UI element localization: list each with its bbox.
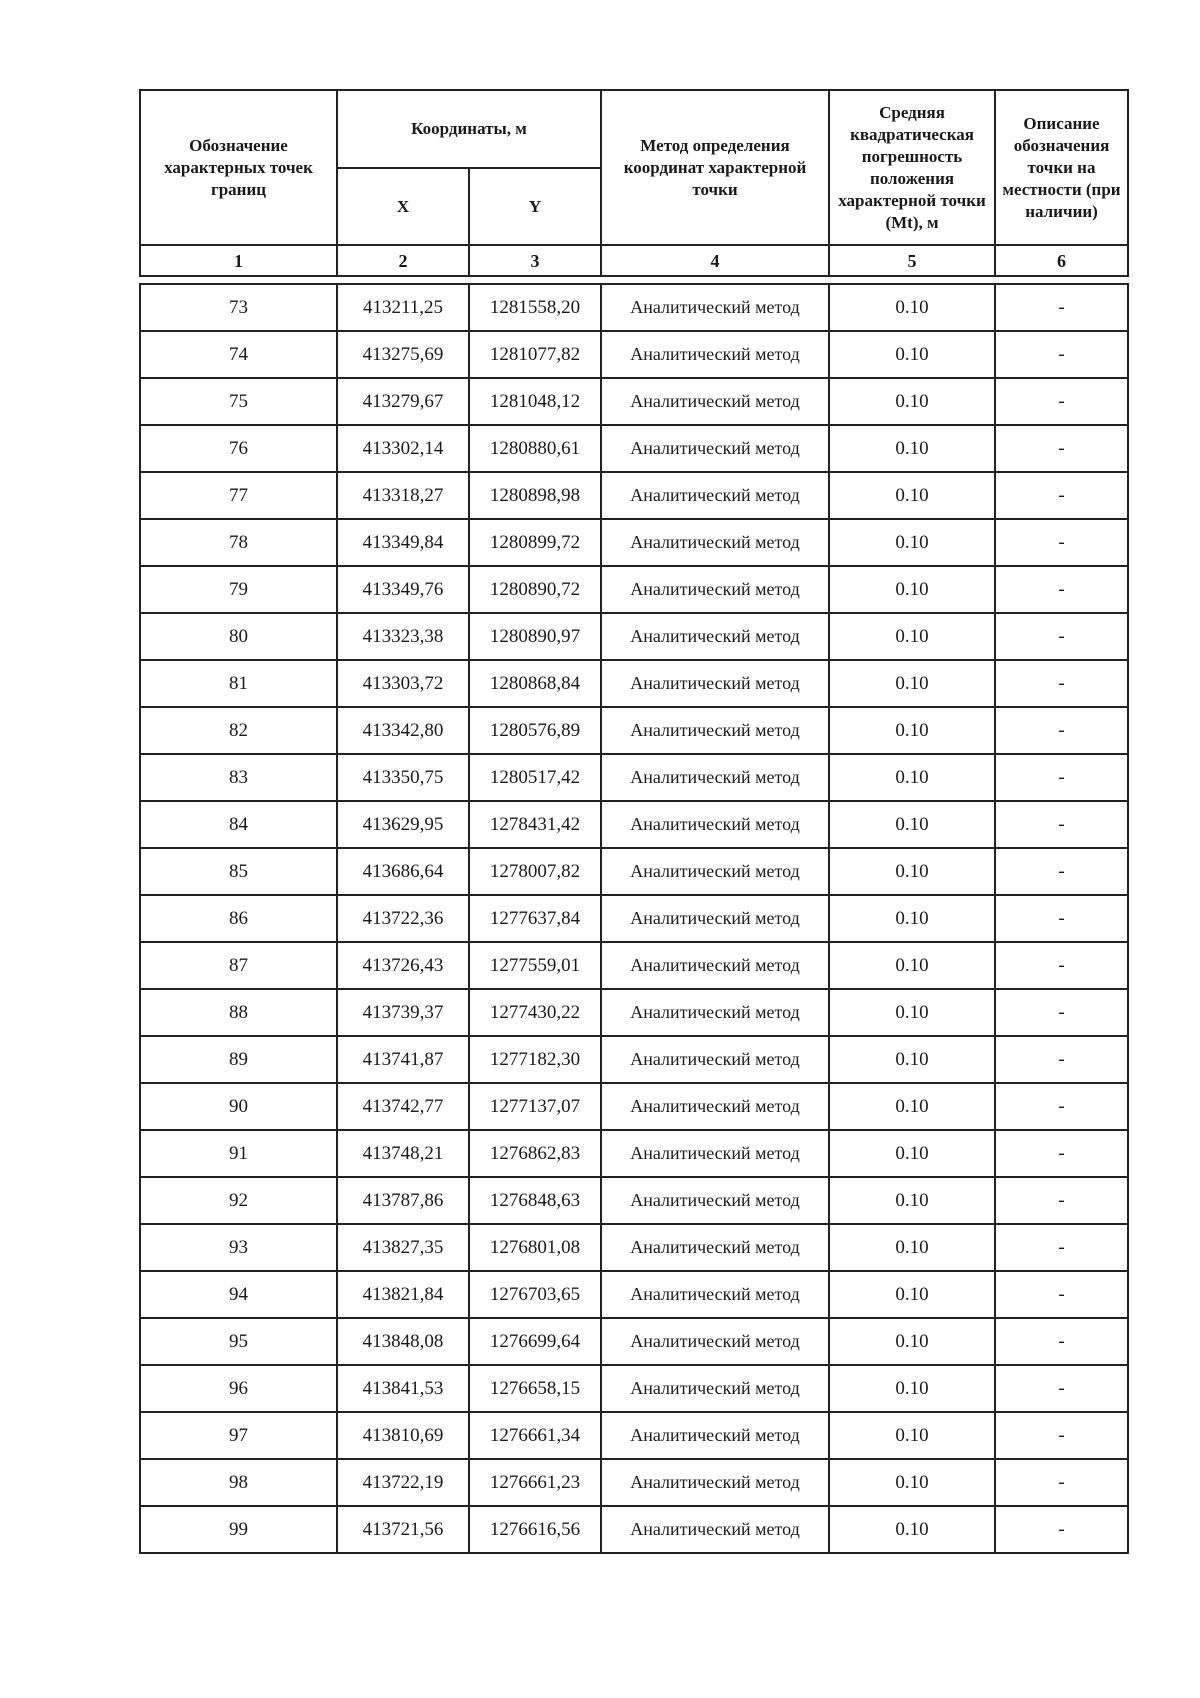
coordinates-table [139,283,1129,1554]
table-row [140,660,1128,707]
cell-point: 86 [140,895,337,942]
cell-error: 0.10 [829,519,995,566]
table-row [140,942,1128,989]
table-row [140,1459,1128,1506]
cell-error: 0.10 [829,848,995,895]
cell-x: 413342,80 [337,707,469,754]
cell-x: 413739,37 [337,989,469,1036]
cell-y: 1276661,23 [469,1459,601,1506]
cell-point: 89 [140,1036,337,1083]
cell-y: 1277137,07 [469,1083,601,1130]
table-row [140,1130,1128,1177]
cell-x: 413748,21 [337,1130,469,1177]
cell-y: 1280576,89 [469,707,601,754]
cell-error: 0.10 [829,660,995,707]
cell-error: 0.10 [829,801,995,848]
table-header [139,89,1129,277]
cell-description: - [995,1036,1128,1083]
cell-error: 0.10 [829,1130,995,1177]
cell-error: 0.10 [829,707,995,754]
cell-error: 0.10 [829,1318,995,1365]
cell-x: 413318,27 [337,472,469,519]
cell-y: 1278007,82 [469,848,601,895]
table-row [140,1271,1128,1318]
header-point: Обозначение характерных точек границ [140,90,337,245]
table-row [140,566,1128,613]
table-row [140,519,1128,566]
cell-description: - [995,1130,1128,1177]
cell-description: - [995,378,1128,425]
cell-y: 1280890,97 [469,613,601,660]
cell-y: 1276661,34 [469,1412,601,1459]
cell-description: - [995,1083,1128,1130]
cell-point: 99 [140,1506,337,1553]
table-row [140,1083,1128,1130]
cell-description: - [995,331,1128,378]
cell-error: 0.10 [829,754,995,801]
cell-method: Аналитический метод [601,566,829,613]
table-row [140,801,1128,848]
cell-y: 1276616,56 [469,1506,601,1553]
cell-y: 1280890,72 [469,566,601,613]
cell-x: 413279,67 [337,378,469,425]
cell-point: 88 [140,989,337,1036]
cell-error: 0.10 [829,566,995,613]
cell-y: 1280868,84 [469,660,601,707]
cell-description: - [995,1224,1128,1271]
cell-x: 413821,84 [337,1271,469,1318]
cell-description: - [995,1365,1128,1412]
cell-point: 98 [140,1459,337,1506]
cell-method: Аналитический метод [601,378,829,425]
cell-method: Аналитический метод [601,660,829,707]
cell-x: 413722,19 [337,1459,469,1506]
cell-point: 77 [140,472,337,519]
table-row [140,895,1128,942]
cell-y: 1280517,42 [469,754,601,801]
cell-y: 1276658,15 [469,1365,601,1412]
cell-x: 413841,53 [337,1365,469,1412]
cell-description: - [995,284,1128,331]
cell-x: 413303,72 [337,660,469,707]
column-number: 1 [140,245,337,276]
table-row [140,989,1128,1036]
cell-method: Аналитический метод [601,1506,829,1553]
column-number: 3 [469,245,601,276]
cell-method: Аналитический метод [601,1271,829,1318]
cell-point: 81 [140,660,337,707]
cell-point: 96 [140,1365,337,1412]
table-row [140,425,1128,472]
cell-point: 79 [140,566,337,613]
cell-description: - [995,707,1128,754]
table-row [140,1318,1128,1365]
cell-x: 413742,77 [337,1083,469,1130]
cell-method: Аналитический метод [601,613,829,660]
cell-description: - [995,895,1128,942]
cell-x: 413721,56 [337,1506,469,1553]
cell-method: Аналитический метод [601,754,829,801]
cell-y: 1277182,30 [469,1036,601,1083]
table-row [140,848,1128,895]
cell-point: 87 [140,942,337,989]
cell-x: 413726,43 [337,942,469,989]
cell-point: 82 [140,707,337,754]
header-error: Средняя квадратическая погрешность положения характерной точки (Mt), м [829,90,995,245]
cell-x: 413302,14 [337,425,469,472]
cell-method: Аналитический метод [601,1459,829,1506]
cell-x: 413211,25 [337,284,469,331]
cell-y: 1281048,12 [469,378,601,425]
cell-method: Аналитический метод [601,1177,829,1224]
cell-description: - [995,566,1128,613]
cell-error: 0.10 [829,378,995,425]
cell-description: - [995,519,1128,566]
cell-point: 95 [140,1318,337,1365]
cell-description: - [995,1271,1128,1318]
cell-x: 413350,75 [337,754,469,801]
cell-point: 90 [140,1083,337,1130]
cell-error: 0.10 [829,1271,995,1318]
cell-y: 1276699,64 [469,1318,601,1365]
cell-method: Аналитический метод [601,942,829,989]
cell-point: 80 [140,613,337,660]
cell-error: 0.10 [829,1177,995,1224]
cell-description: - [995,425,1128,472]
cell-y: 1281077,82 [469,331,601,378]
cell-method: Аналитический метод [601,284,829,331]
cell-error: 0.10 [829,895,995,942]
cell-y: 1276801,08 [469,1224,601,1271]
cell-x: 413686,64 [337,848,469,895]
cell-x: 413349,84 [337,519,469,566]
cell-method: Аналитический метод [601,425,829,472]
cell-error: 0.10 [829,1412,995,1459]
cell-description: - [995,942,1128,989]
cell-error: 0.10 [829,613,995,660]
cell-point: 84 [140,801,337,848]
cell-method: Аналитический метод [601,1318,829,1365]
cell-point: 92 [140,1177,337,1224]
table-body [140,284,1128,1553]
cell-description: - [995,801,1128,848]
cell-y: 1280880,61 [469,425,601,472]
cell-method: Аналитический метод [601,519,829,566]
cell-description: - [995,754,1128,801]
cell-description: - [995,848,1128,895]
cell-x: 413349,76 [337,566,469,613]
cell-method: Аналитический метод [601,331,829,378]
header-coordinates: Координаты, м [337,90,601,168]
table-row [140,472,1128,519]
cell-method: Аналитический метод [601,801,829,848]
cell-y: 1278431,42 [469,801,601,848]
table-row [140,613,1128,660]
cell-error: 0.10 [829,942,995,989]
cell-point: 78 [140,519,337,566]
cell-description: - [995,472,1128,519]
cell-y: 1280899,72 [469,519,601,566]
cell-y: 1280898,98 [469,472,601,519]
cell-method: Аналитический метод [601,895,829,942]
cell-description: - [995,989,1128,1036]
cell-point: 85 [140,848,337,895]
cell-method: Аналитический метод [601,707,829,754]
cell-method: Аналитический метод [601,472,829,519]
column-number: 2 [337,245,469,276]
table-row [140,378,1128,425]
cell-x: 413629,95 [337,801,469,848]
cell-error: 0.10 [829,472,995,519]
cell-method: Аналитический метод [601,1365,829,1412]
cell-point: 75 [140,378,337,425]
cell-method: Аналитический метод [601,1130,829,1177]
cell-x: 413810,69 [337,1412,469,1459]
table-row [140,284,1128,331]
cell-y: 1277430,22 [469,989,601,1036]
header-y: Y [469,168,601,245]
cell-error: 0.10 [829,284,995,331]
cell-method: Аналитический метод [601,1224,829,1271]
header-method: Метод определения координат характерной точки [601,90,829,245]
table-row [140,331,1128,378]
cell-x: 413323,38 [337,613,469,660]
cell-description: - [995,1177,1128,1224]
cell-error: 0.10 [829,1224,995,1271]
table-row [140,1224,1128,1271]
cell-error: 0.10 [829,1036,995,1083]
column-number: 6 [995,245,1128,276]
column-number: 4 [601,245,829,276]
cell-description: - [995,1412,1128,1459]
cell-method: Аналитический метод [601,848,829,895]
table-row [140,1036,1128,1083]
cell-description: - [995,613,1128,660]
cell-x: 413787,86 [337,1177,469,1224]
cell-y: 1277559,01 [469,942,601,989]
cell-point: 91 [140,1130,337,1177]
cell-y: 1276848,63 [469,1177,601,1224]
cell-point: 73 [140,284,337,331]
header-description: Описание обозначения точки на местности (при наличии) [995,90,1128,245]
cell-error: 0.10 [829,1506,995,1553]
cell-error: 0.10 [829,989,995,1036]
cell-description: - [995,660,1128,707]
cell-error: 0.10 [829,331,995,378]
cell-error: 0.10 [829,1365,995,1412]
cell-error: 0.10 [829,1459,995,1506]
cell-method: Аналитический метод [601,1083,829,1130]
cell-point: 74 [140,331,337,378]
cell-error: 0.10 [829,1083,995,1130]
cell-x: 413741,87 [337,1036,469,1083]
cell-method: Аналитический метод [601,1036,829,1083]
table-row [140,1506,1128,1553]
cell-point: 94 [140,1271,337,1318]
cell-description: - [995,1506,1128,1553]
cell-point: 83 [140,754,337,801]
cell-y: 1281558,20 [469,284,601,331]
table-row [140,754,1128,801]
cell-description: - [995,1459,1128,1506]
cell-x: 413827,35 [337,1224,469,1271]
cell-x: 413275,69 [337,331,469,378]
cell-x: 413722,36 [337,895,469,942]
cell-method: Аналитический метод [601,1412,829,1459]
cell-y: 1276862,83 [469,1130,601,1177]
cell-error: 0.10 [829,425,995,472]
cell-point: 76 [140,425,337,472]
column-number: 5 [829,245,995,276]
header-x: X [337,168,469,245]
table-row [140,1365,1128,1412]
table-row [140,707,1128,754]
cell-x: 413848,08 [337,1318,469,1365]
cell-description: - [995,1318,1128,1365]
cell-point: 97 [140,1412,337,1459]
cell-point: 93 [140,1224,337,1271]
table-row [140,1412,1128,1459]
table-row [140,1177,1128,1224]
cell-y: 1277637,84 [469,895,601,942]
cell-method: Аналитический метод [601,989,829,1036]
cell-y: 1276703,65 [469,1271,601,1318]
